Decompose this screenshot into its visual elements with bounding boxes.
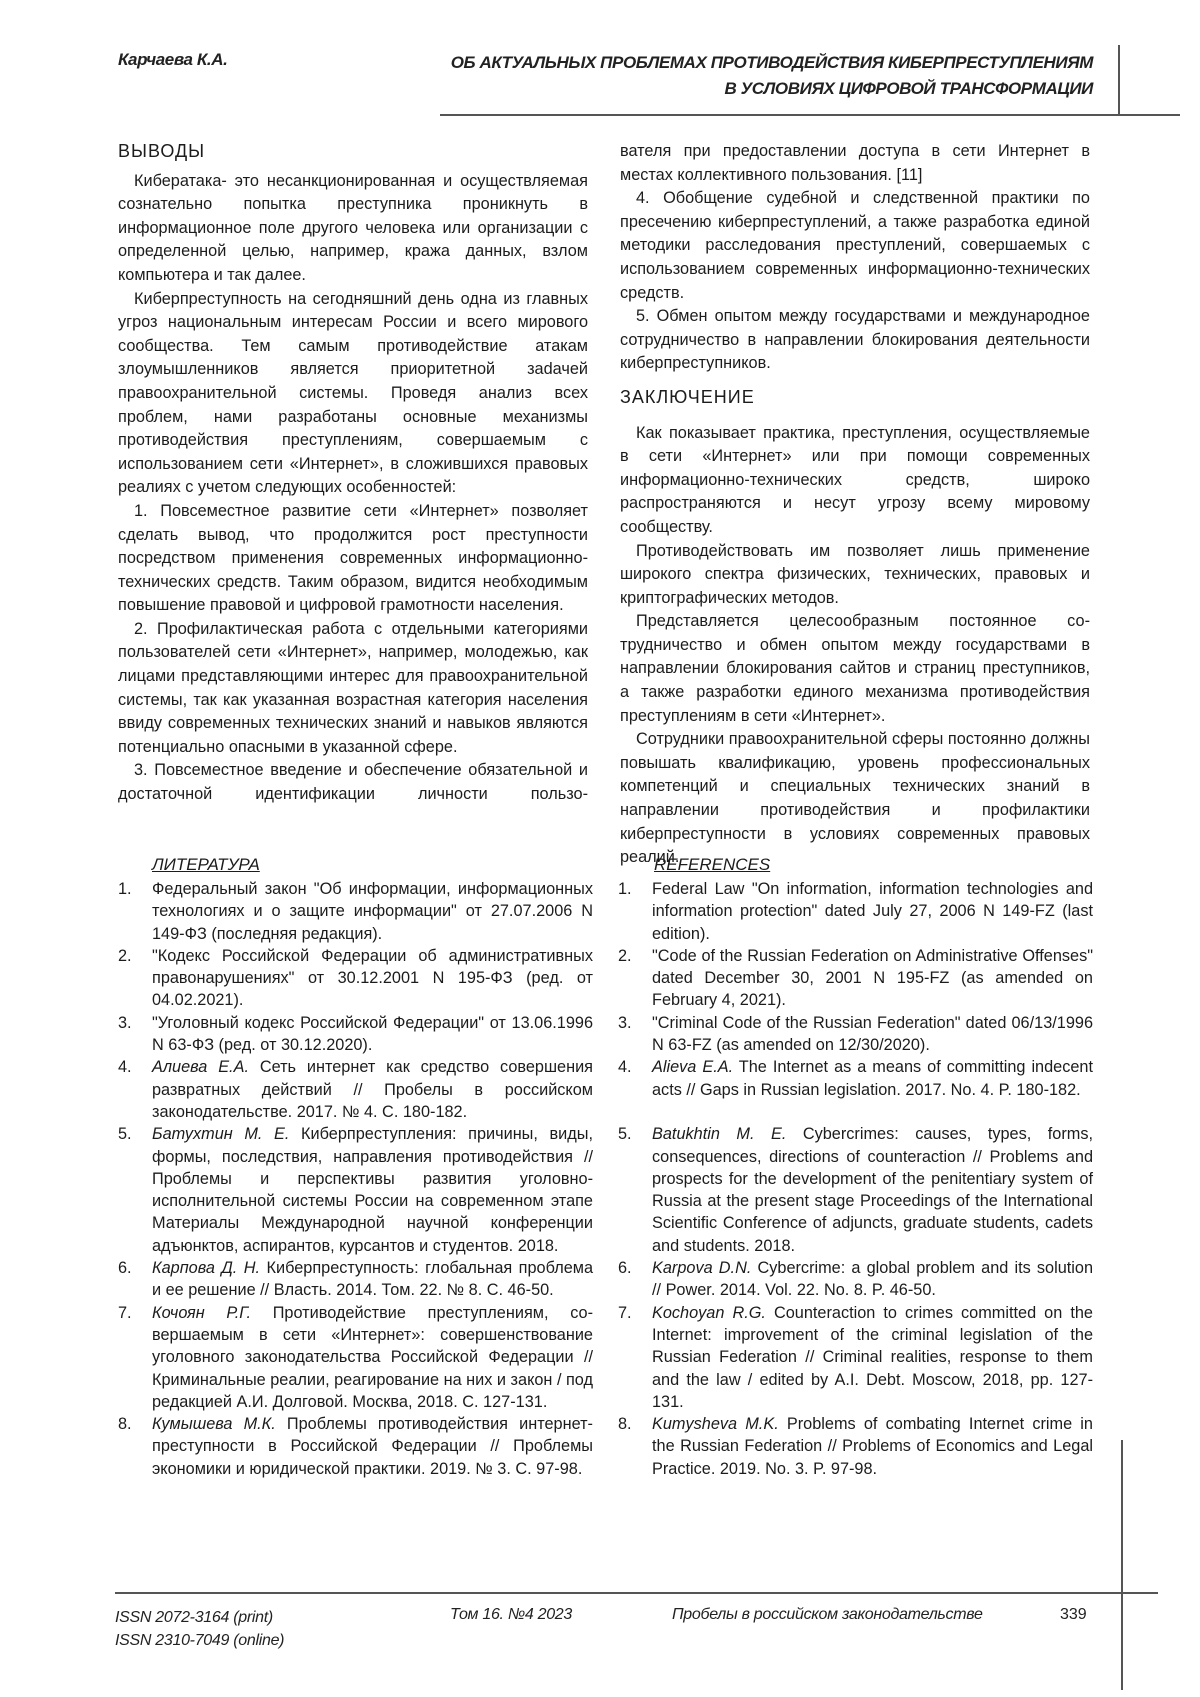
reference-text: Federal Law "On information, information technologies and information protection" dated July 27, 2006 N 149-FZ (last edition). [652,880,1093,943]
literature-title-en: REFERENCES [654,855,770,875]
reference-ru [118,1413,593,1480]
reference-number: 4. [618,1056,652,1123]
reference-author: Alieva E.A. [652,1058,733,1076]
reference-text: The Internet as a means of committing indecent acts // Gaps in Russian legislation. 2017. No. 4. P. 180-182. [652,1058,1093,1098]
reference-author: Batukhtin M. E. [652,1125,786,1143]
reference-text: Cybercrimes: causes, types, forms, consequences, directions of counteraction // Problems and prospects for the development of the penitentiary system of Russia at the present stage Proceedings of the International Scientific Conference of adjuncts, graduate students, cadets and students. 2018. [652,1125,1093,1254]
reference-author: Карпова Д. Н. [152,1259,260,1277]
reference-author: Кумышева М.К. [152,1415,276,1433]
reference-number: 7. [118,1302,152,1413]
reference-text: Киберпреступность: глобальная про­блема и ее решение // Власть. 2014. Том. 22. № 8. С. 46-50. [152,1259,593,1299]
reference-number: 5. [118,1123,152,1257]
footer-volume: Том 16. №4 2023 [450,1606,572,1624]
reference-text: Problems of combating Internet crime in the Russian Federation // Problems of Economics and Legal Practice. 2019. No. 3. P. 97-98. [652,1415,1093,1478]
footer-journal: Пробелы в российском законодательстве [672,1606,983,1624]
reference-text: Проблемы противодействия ин­тернет-преступности в Российской Федерации // Проблемы экономики и юридической практики. 2019. № 3. С. 97-98. [152,1415,593,1478]
reference-author: Батухтин М. Е. [152,1125,289,1143]
paragraph: 2. Профилактическая работа с отдельными катего­риями пользователей сети «Интернет», например, молодежью, как лицами представляющими интерес для правоохранительной системы, так как указанная возрастная категория населения ввиду современных технических знаний и навыков являются потенциально опасными в указанной сфере. [118,618,588,760]
side-crop-mark [1121,1440,1123,1590]
paragraph: 3. Повсеместное введение и обеспечение обязатель­ной и достаточной идентификации личности пользо- [118,759,588,806]
section-heading-conclusions: ВЫВОДЫ [118,140,588,164]
reference-number: 4. [118,1056,152,1123]
reference-en [618,1257,1093,1302]
reference-author: Karpova D.N. [652,1259,751,1277]
reference-number: 6. [618,1257,652,1302]
right-column [620,140,1090,870]
header-crop-mark [1118,45,1120,115]
literature-title-ru: ЛИТЕРАТУРА [152,855,260,875]
reference-number: 8. [618,1413,652,1480]
paragraph: 1. Повсеместное развитие сети «Интернет» позволя­ет сделать вывод, что продолжится рост преступности посредством применения современных информаци­онно-технических средств. Таким образом, видится необходимым повышение правовой и цифровой гра­мотности населения. [118,500,588,618]
reference-text: Counteraction to crimes committed on the Internet: improvement of the criminal legislation of the Russian Federation // Criminal realities, response to them and the law / edited by A.I. Debt. Moscow, 2018, pp. 127-131. [652,1304,1093,1411]
footer-issn [115,1606,284,1652]
reference-text: "Уголовный кодекс Российской Федерации" от 13.06.1996 N 63-ФЗ (ред. от 30.12.2020). [152,1014,593,1054]
reference-number: 3. [118,1012,152,1057]
reference-text: Федеральный закон "Об информации, информа­ционных технологиях и о защите информации" от 27.07.2006 N 149-ФЗ (последняя редакция). [152,880,593,943]
running-head-title [451,50,1093,102]
reference-text: "Кодекс Российской Федерации об администра­тивных правонарушениях" от 30.12.2001 N 195-ФЗ (ред. от 04.02.2021). [152,947,593,1010]
reference-ru [118,1302,593,1413]
references-list [118,878,1093,1480]
reference-en [618,945,1093,1012]
reference-text: "Criminal Code of the Russian Federation" dated 06/13/1996 N 63-FZ (as amended on 12/30/2020). [652,1014,1093,1054]
page-number: 339 [1060,1606,1087,1624]
footer-rule [115,1592,1158,1594]
reference-author: Алиева Е.А. [152,1058,249,1076]
reference-en [618,1056,1093,1123]
reference-ru [118,1257,593,1302]
reference-ru [118,945,593,1012]
paragraph: 5. Обмен опытом между государствами и междуна­родное сотрудничество в направлении блокирования деятельности киберпреступников. [620,305,1090,376]
paragraph: 4. Обобщение судебной и следственной практики по пресечению киберпреступлений, а также разработка единой методики расследования преступлений, со­вершаемых с использованием современных информа­ционно-технических средств. [620,187,1090,305]
reference-number: 1. [118,878,152,945]
paragraph: Сотрудники правоохранительной сферы постоянно должны повышать квалификацию, уровень профес­сиональных компетенций и специальных технических знаний в направлении противодействия и профилак­тики киберпреступности в условиях современных пра­вовых реалий. [620,728,1090,870]
running-head-title-line2: В УСЛОВИЯХ ЦИФРОВОЙ ТРАНСФОРМАЦИИ [451,76,1093,102]
running-head-title-line1: ОБ АКТУАЛЬНЫХ ПРОБЛЕМАХ ПРОТИВОДЕЙСТВИЯ КИБЕРПРЕСТУПЛЕНИЯМ [451,50,1093,76]
reference-number: 1. [618,878,652,945]
reference-text: Сеть интернет как средство соверше­ния развратных действий // Пробелы в россий­ском законодательстве. 2017. № 4. С. 180-182. [152,1058,593,1121]
reference-en [618,1413,1093,1480]
paragraph: вателя при предоставлении доступа в сети Интернет в местах коллективного пользования. [11] [620,140,1090,187]
reference-text: Cybercrime: a global problem and its solution // Power. 2014. Vol. 22. No. 8. P. 46-50. [652,1259,1093,1299]
reference-ru [118,1056,593,1123]
reference-en [618,1123,1093,1257]
reference-en [618,878,1093,945]
header-rule [440,114,1180,116]
footer-crop-mark [1121,1580,1123,1690]
paragraph: Кибератака- это несанкционированная и осущест­вляемая сознательно попытка преступника проник­нуть в информационное поле другого человека или организации с определенной целью, например, кража данных, взлом компьютера и так далее. [118,170,588,288]
reference-number: 2. [618,945,652,1012]
reference-ru [118,878,593,945]
reference-en [618,1302,1093,1413]
reference-text: "Code of the Russian Federation on Administrative Offenses" dated December 30, 2001 N 195-FZ (as amended on February 4, 2021). [652,947,1093,1010]
reference-en [618,1012,1093,1057]
reference-number: 7. [618,1302,652,1413]
reference-number: 2. [118,945,152,1012]
reference-ru [118,1123,593,1257]
section-heading-final: ЗАКЛЮЧЕНИЕ [620,386,1090,410]
reference-author: Kochoyan R.G. [652,1304,766,1322]
reference-number: 5. [618,1123,652,1257]
reference-author: Кочоян Р.Г. [152,1304,251,1322]
reference-number: 8. [118,1413,152,1480]
footer-issn-online: ISSN 2310-7049 (online) [115,1629,284,1652]
left-column [118,140,588,807]
paragraph: Как показывает практика, преступления, осущест­вляемые в сети «Интернет» или при помощи совре­менных информационно-технических средств, широ­ко распространяются и несут угрозу всему мировому сообществу. [620,422,1090,540]
paragraph: Киберпреступность на сегодняшний день одна из главных угроз национальным интересам России и все­го мирового сообщества. Тем самым противодействие атакам злоумышленников является приоритетной за­dачей правоохранительной системы. Проведя анализ всех проблем, нами разработаны основные механиз­мы противодействия преступлениям, совершаемым с использованием сети «Интернет», в сложившихся пра­вовых реалиях с учетом следующих особенностей: [118,288,588,500]
reference-author: Kumysheva M.K. [652,1415,779,1433]
running-head-author: Карчаева К.А. [118,50,227,70]
paragraph: Противодействовать им позволяет лишь примене­ние широкого спектра физических, технических, пра­вовых и криптографических методов. [620,540,1090,611]
paragraph: Представляется целесообразным постоянное со­трудничество и обмен опытом между государствами в направлении блокирования сайтов и страниц преступ­ников, а также разработки единого механизма проти­водействия преступлениям в сети «Интернет». [620,610,1090,728]
reference-number: 3. [618,1012,652,1057]
reference-ru [118,1012,593,1057]
reference-number: 6. [118,1257,152,1302]
reference-text: Противодействие преступлениям, со­вершаемым в сети «Интернет»: совершенствова­ние уголовного законодательства Российской Фе­дерации // Криминальные реалии, реагирование на них и закон / под редакцией А.И. Долговой. Мо­сква, 2018. С. 127-131. [152,1304,593,1411]
reference-text: Киберпреступления: причины, виды, формы, последствия, направления проти­водействия // Проблемы и перспективы разви­тия уголовно-исполнительной системы России на современном этапе Материалы Международной научной конференции адъюнктов, аспирантов, курсантов и студентов. 2018. [152,1125,593,1254]
footer-issn-print: ISSN 2072-3164 (print) [115,1606,284,1629]
